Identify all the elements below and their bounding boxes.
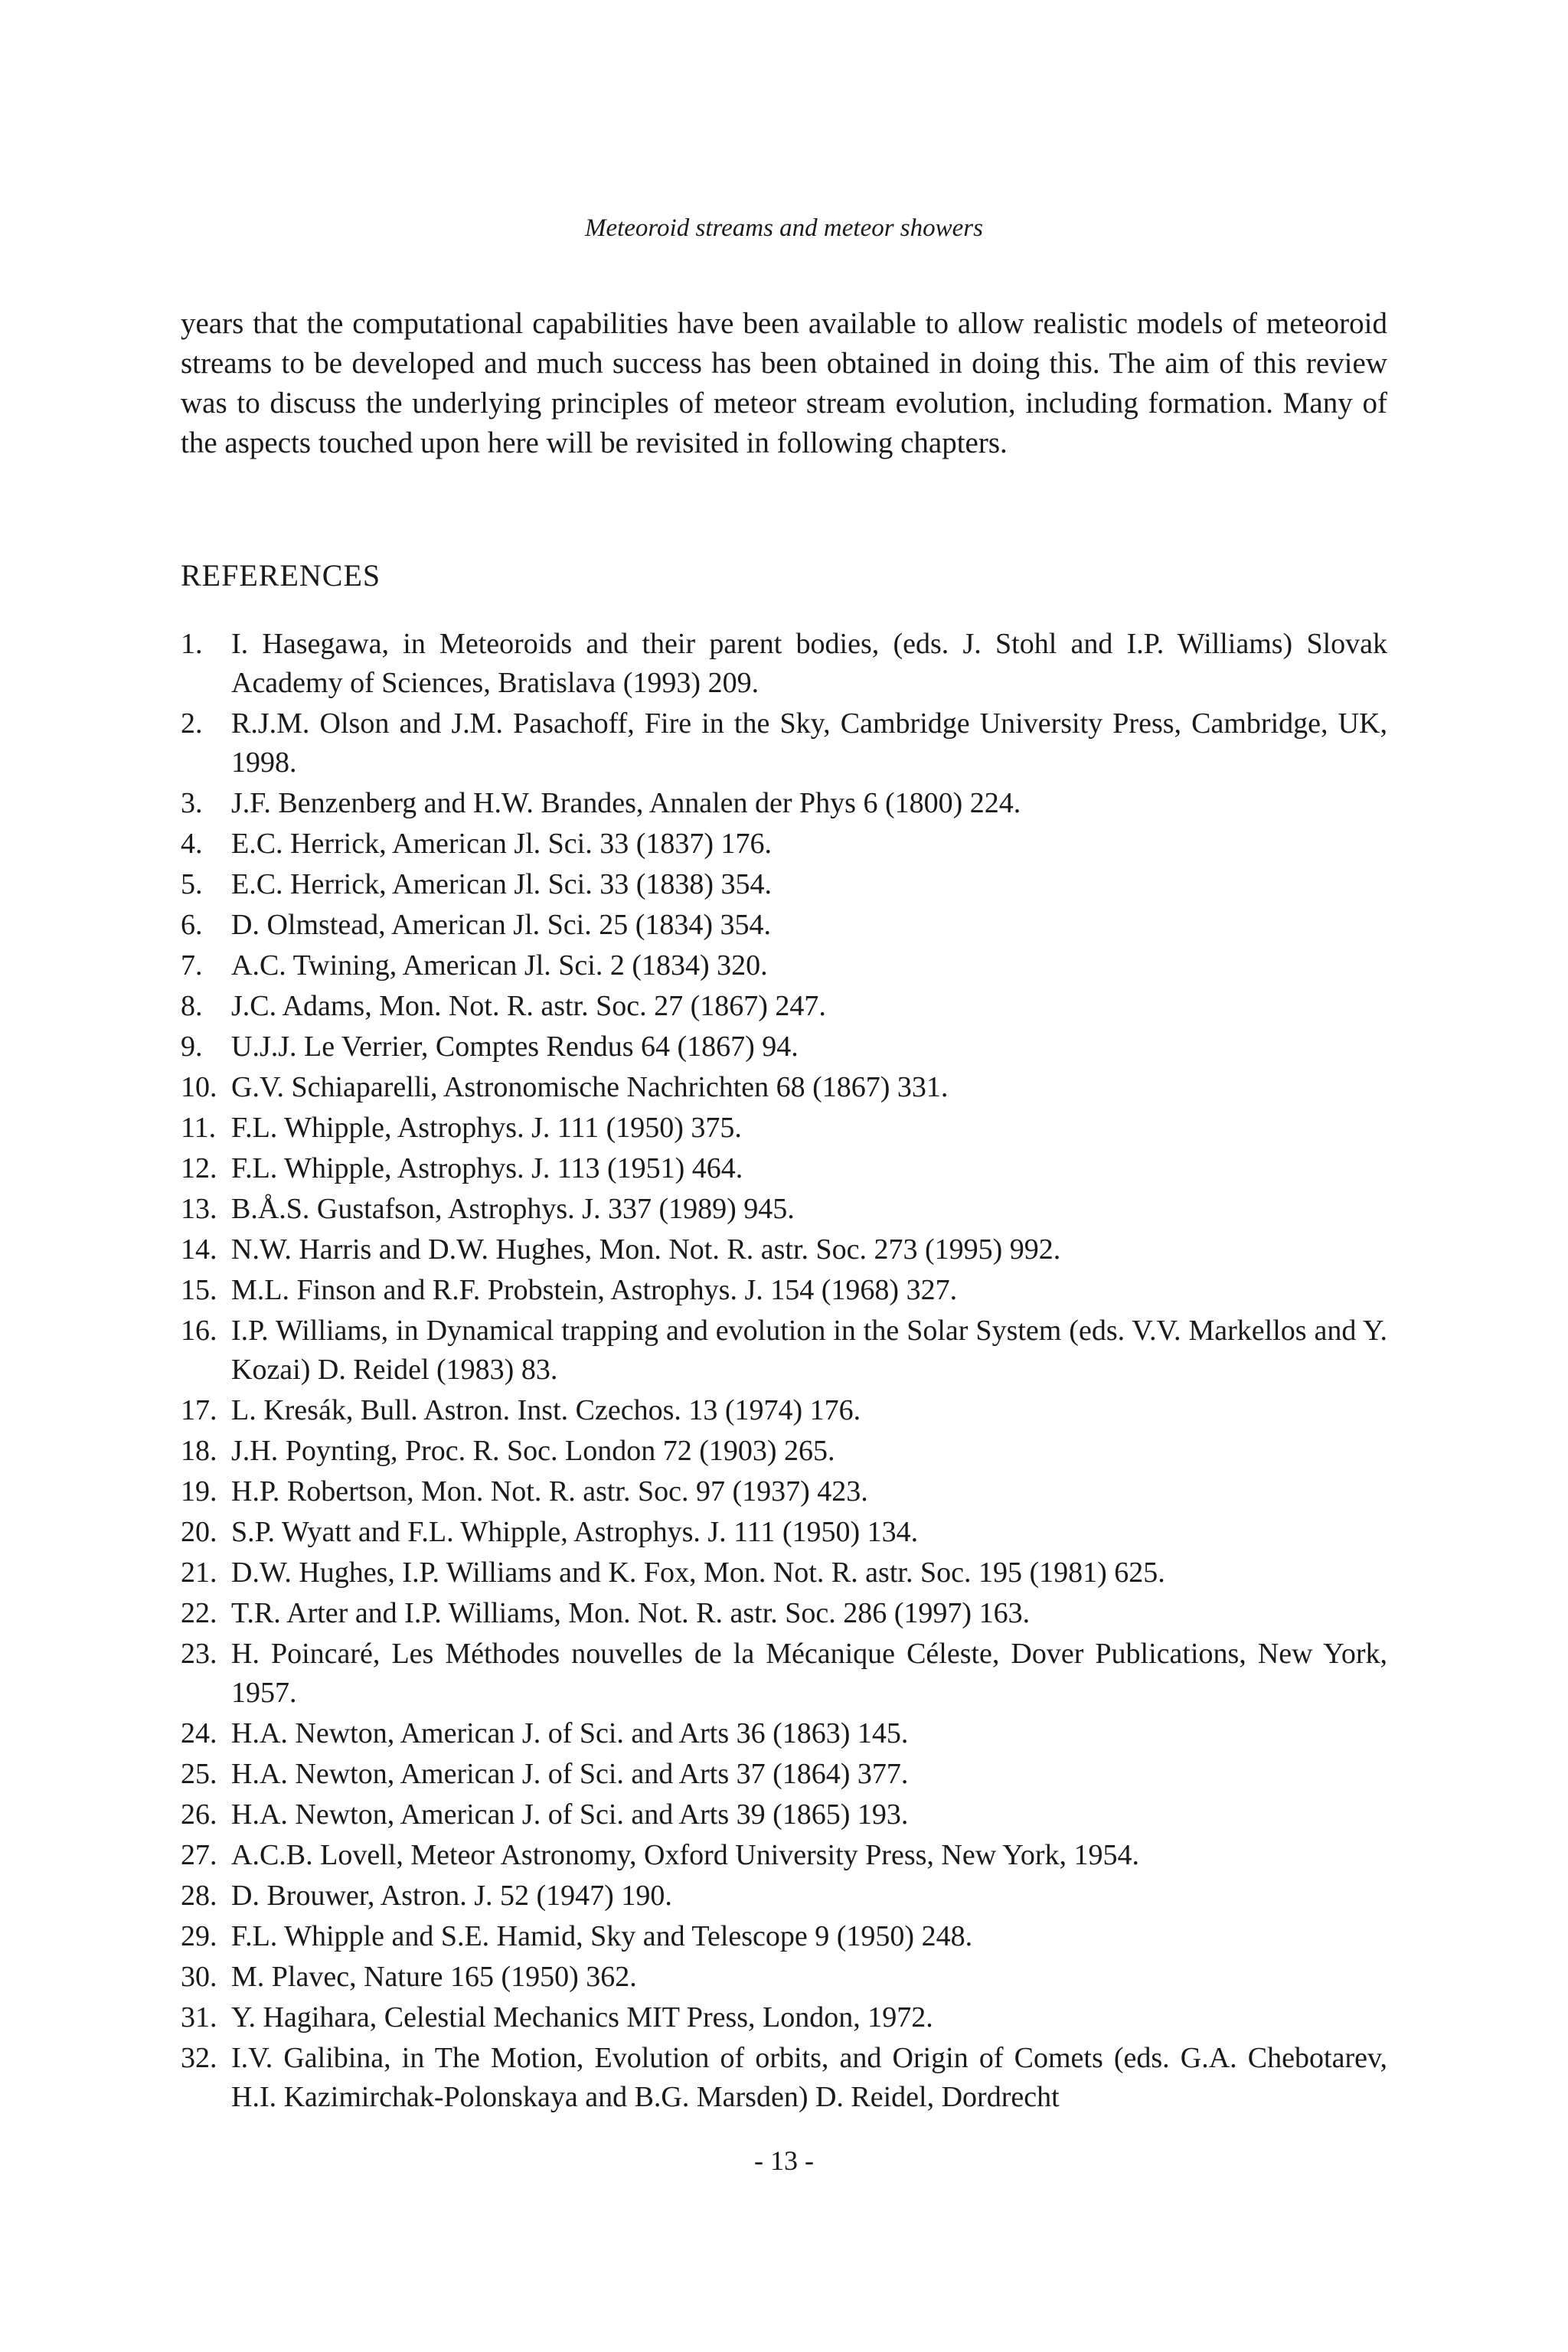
reference-number: 30. [181, 1961, 217, 1993]
reference-number: 17. [181, 1394, 217, 1426]
running-header: Meteoroid streams and meteor showers [584, 214, 983, 242]
reference-number: 14. [181, 1233, 217, 1266]
reference-text: D. Brouwer, Astron. J. 52 (1947) 190. [231, 1880, 672, 1912]
reference-number: 5. [181, 868, 203, 900]
reference-item [181, 1958, 1387, 1997]
reference-item [181, 1432, 1387, 1471]
reference-text: E.C. Herrick, American Jl. Sci. 33 (1837) 176. [231, 828, 773, 860]
reference-number: 2. [181, 707, 203, 740]
reference-number: 22. [181, 1597, 217, 1629]
reference-item [181, 987, 1387, 1026]
reference-text: U.J.J. Le Verrier, Comptes Rendus 64 (1867) 94. [231, 1031, 799, 1063]
reference-text: T.R. Arter and I.P. Williams, Mon. Not. R. astr. Soc. 286 (1997) 163. [231, 1597, 1031, 1629]
reference-item [181, 1513, 1387, 1552]
references-heading: REFERENCES [181, 558, 381, 593]
reference-number: 32. [181, 2042, 217, 2074]
reference-number: 9. [181, 1031, 203, 1063]
reference-text: Y. Hagihara, Celestial Mechanics MIT Press, London, 1972. [231, 2001, 933, 2034]
reference-text: L. Kresák, Bull. Astron. Inst. Czechos. 13 (1974) 176. [231, 1394, 861, 1426]
reference-number: 31. [181, 2001, 217, 2034]
reference-text: A.C.B. Lovell, Meteor Astronomy, Oxford University Press, New York, 1954. [231, 1839, 1140, 1871]
reference-item [181, 825, 1387, 864]
reference-number: 23. [181, 1638, 217, 1670]
reference-text: I.P. Williams, in Dynamical trapping and evolution in the Solar System (eds. V.V. Markellos and Y. Kozai) D. Reidel (1983) 83. [231, 1315, 1387, 1386]
reference-item [181, 1594, 1387, 1633]
reference-text: D.W. Hughes, I.P. Williams and K. Fox, Mon. Not. R. astr. Soc. 195 (1981) 625. [231, 1557, 1165, 1589]
reference-text: J.C. Adams, Mon. Not. R. astr. Soc. 27 (1867) 247. [231, 990, 826, 1022]
reference-item [181, 1714, 1387, 1753]
reference-item [181, 1312, 1387, 1390]
reference-item [181, 1877, 1387, 1916]
reference-item [181, 906, 1387, 945]
reference-number: 4. [181, 828, 203, 860]
reference-number: 15. [181, 1274, 217, 1306]
reference-text: J.H. Poynting, Proc. R. Soc. London 72 (1903) 265. [231, 1435, 835, 1467]
reference-text: I. Hasegawa, in Meteoroids and their parent bodies, (eds. J. Stohl and I.P. Williams) Slovak Academy of Sciences, Bratislava (1993) 209. [231, 628, 1387, 699]
reference-number: 20. [181, 1516, 217, 1548]
reference-item [181, 2039, 1387, 2117]
reference-text: H.A. Newton, American J. of Sci. and Arts 37 (1864) 377. [231, 1758, 909, 1790]
reference-item [181, 1472, 1387, 1511]
reference-item [181, 784, 1387, 823]
reference-text: D. Olmstead, American Jl. Sci. 25 (1834) 354. [231, 909, 772, 941]
reference-text: B.Å.S. Gustafson, Astrophys. J. 337 (1989) 945. [231, 1193, 795, 1225]
reference-number: 1. [181, 628, 203, 660]
reference-item [181, 1149, 1387, 1188]
reference-text: F.L. Whipple, Astrophys. J. 111 (1950) 375. [231, 1112, 742, 1144]
reference-text: H.A. Newton, American J. of Sci. and Arts 39 (1865) 193. [231, 1798, 909, 1831]
reference-number: 21. [181, 1557, 217, 1589]
reference-number: 18. [181, 1435, 217, 1467]
reference-item [181, 1635, 1387, 1713]
reference-number: 19. [181, 1475, 217, 1508]
reference-item [181, 1230, 1387, 1269]
reference-number: 7. [181, 949, 203, 982]
reference-number: 24. [181, 1717, 217, 1749]
reference-item [181, 865, 1387, 904]
reference-text: G.V. Schiaparelli, Astronomische Nachrichten 68 (1867) 331. [231, 1071, 949, 1103]
reference-list [181, 625, 1387, 2118]
reference-item [181, 946, 1387, 985]
reference-text: E.C. Herrick, American Jl. Sci. 33 (1838) 354. [231, 868, 773, 900]
reference-item [181, 1271, 1387, 1310]
reference-text: J.F. Benzenberg and H.W. Brandes, Annalen der Phys 6 (1800) 224. [231, 787, 1021, 819]
reference-text: F.L. Whipple, Astrophys. J. 113 (1951) 464. [231, 1152, 743, 1184]
reference-number: 8. [181, 990, 203, 1022]
reference-item [181, 1109, 1387, 1148]
reference-text: N.W. Harris and D.W. Hughes, Mon. Not. R. astr. Soc. 273 (1995) 992. [231, 1233, 1061, 1266]
reference-item [181, 1795, 1387, 1834]
reference-text: H. Poincaré, Les Méthodes nouvelles de la Mécanique Céleste, Dover Publications, New York, 1957. [231, 1638, 1387, 1709]
reference-number: 11. [181, 1112, 217, 1144]
reference-number: 3. [181, 787, 203, 819]
reference-number: 12. [181, 1152, 217, 1184]
reference-item [181, 1998, 1387, 2037]
reference-number: 10. [181, 1071, 217, 1103]
reference-item [181, 1755, 1387, 1794]
reference-text: F.L. Whipple and S.E. Hamid, Sky and Telescope 9 (1950) 248. [231, 1920, 973, 1952]
reference-text: H.P. Robertson, Mon. Not. R. astr. Soc. 97 (1937) 423. [231, 1475, 868, 1508]
reference-text: H.A. Newton, American J. of Sci. and Arts 36 (1863) 145. [231, 1717, 909, 1749]
reference-number: 27. [181, 1839, 217, 1871]
reference-item [181, 1027, 1387, 1067]
reference-item [181, 1068, 1387, 1107]
reference-item [181, 1190, 1387, 1229]
reference-text: S.P. Wyatt and F.L. Whipple, Astrophys. J. 111 (1950) 134. [231, 1516, 919, 1548]
reference-number: 13. [181, 1193, 217, 1225]
reference-number: 6. [181, 909, 203, 941]
reference-text: I.V. Galibina, in The Motion, Evolution of orbits, and Origin of Comets (eds. G.A. Chebotarev, H.I. Kazimirchak-Polonskaya and B.G. Marsden) D. Reidel, Dordrecht [231, 2042, 1387, 2113]
page-number: - 13 - [754, 2145, 814, 2176]
reference-number: 26. [181, 1798, 217, 1831]
reference-text: R.J.M. Olson and J.M. Pasachoff, Fire in the Sky, Cambridge University Press, Cambridge, UK, 1998. [231, 707, 1387, 779]
reference-number: 16. [181, 1315, 217, 1347]
reference-item [181, 625, 1387, 703]
reference-item [181, 1553, 1387, 1592]
reference-number: 25. [181, 1758, 217, 1790]
reference-number: 29. [181, 1920, 217, 1952]
intro-paragraph: years that the computational capabilities have been available to allow realistic models of meteoroid streams to be developed and much success has been obtained in doing this. The aim of this review was to discuss the underlying principles of meteor stream evolution, including formation. Many of the aspects touched upon here will be revisited in following chapters. [181, 307, 1387, 459]
reference-text: M. Plavec, Nature 165 (1950) 362. [231, 1961, 637, 1993]
reference-text: A.C. Twining, American Jl. Sci. 2 (1834) 320. [231, 949, 768, 982]
reference-text: M.L. Finson and R.F. Probstein, Astrophys. J. 154 (1968) 327. [231, 1274, 958, 1306]
reference-item [181, 704, 1387, 782]
reference-number: 28. [181, 1880, 217, 1912]
reference-item [181, 1917, 1387, 1956]
reference-item [181, 1836, 1387, 1875]
reference-item [181, 1391, 1387, 1430]
